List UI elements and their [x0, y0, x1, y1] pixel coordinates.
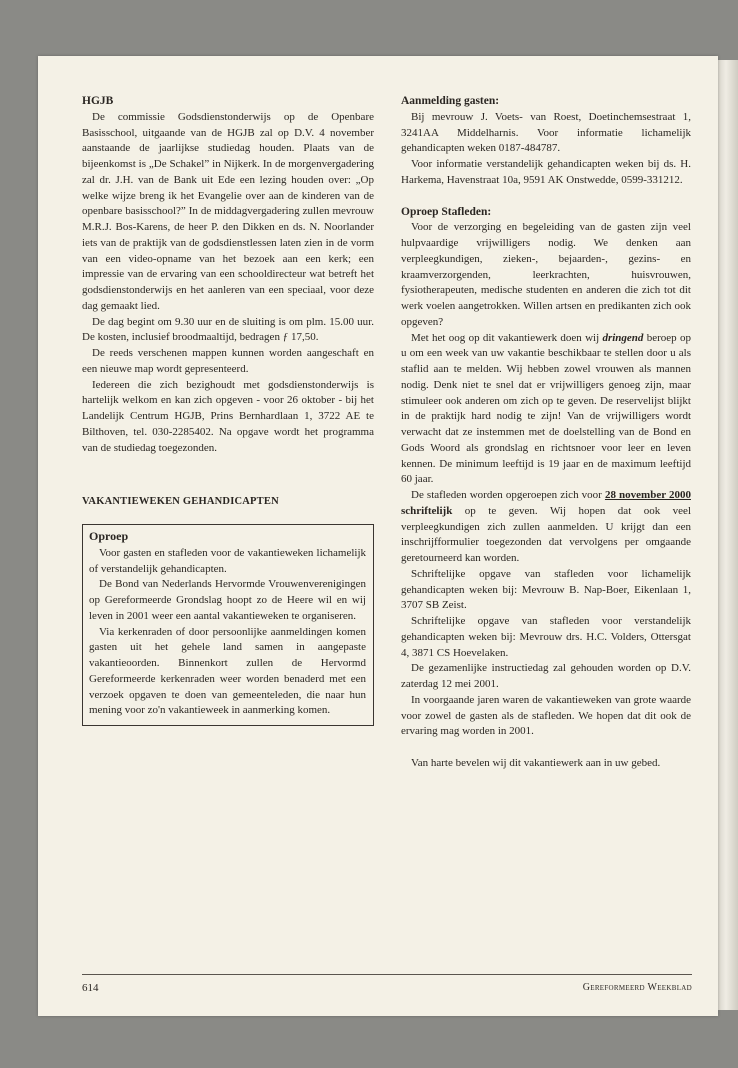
stafleden-heading: Oproep Stafleden:: [401, 205, 492, 218]
hgjb-paragraph-1: De commissie Godsdienstonderwijs op de Openbare Basisschool, uitgaande van de HGJB zal op D.V. 4 november aanstaande de jaarlijkse studiedag houden. Plaats van de bijeenkomst is „De Schakel” in Nijkerk. In de morgenvergadering zal dr. J.H. van de Bank uit Ede een lezing houden over: „Op welke wijze breng ik het Evangelie over aan de kinderen van de openbare basisschool?” In de middagvergadering zullen mevrouw M.R.J. Bos-Karens, de heer P. den Dikken en ds. N. Noorlander iets van de praktijk van de godsdienstlessen laten zien in de vorm van een video-opname van het bezoek aan een kerk; een impressie van de ervaring van een schooldirecteur wat betreft het godsdienstonderwijs en het aanleren van een speciaal, voor deze dag gemaakt lied.: [82, 110, 374, 312]
right-column: [401, 94, 691, 772]
oproep-box: [82, 524, 374, 726]
stafleden-p2-after: beroep op u om een week van uw vakantie beschikbaar te stellen door u als staflid aan te melden. Wij hebben zowel vrouwen als mannen nodig. Denk niet te snel dat er vrijwilligers genoeg zijn, maar stimuleer ook anderen om zich op te geven. De reservelijst blijkt in de praktijk hard nodig te zijn! Van de vrijwilligers wordt verwacht dat ze instemmen met de doelstelling van de Bond en Gods Woord als grondslag en richtsnoer voor leer en leven kennen. De minimum leeftijd is 19 jaar en de maximum leeftijd 60 jaar.: [401, 331, 691, 486]
oproep-paragraph-1: Voor gasten en stafleden voor de vakantieweken lichamelijk of verstandelijk gehandicapten.: [89, 546, 366, 575]
hgjb-heading: HGJB: [82, 95, 114, 107]
stafleden-p3-after: op te geven. Wij hopen dat ook veel verpleegkundigen zich zullen aanmelden. U krijgt dan een inschrijfformulier toegezonden dat vervolgens per omgaande geretourneerd kan worden.: [401, 504, 691, 564]
stafleden-paragraph-7: In voorgaande jaren waren de vakantieweken van grote waarde voor zowel de gasten als de stafleden. We hopen dat dit ook de ervaring mag worden in 2001.: [401, 693, 691, 738]
footer-rule: [82, 974, 692, 975]
publication-title: Gereformeerd Weekblad: [582, 982, 692, 993]
stafleden-p2-before: Met het oog op dit vakantiewerk doen wij: [411, 331, 603, 344]
stafleden-paragraph-5: Schriftelijke opgave van stafleden voor verstandelijk gehandicapten weken bij: Mevrouw drs. H.C. Volders, Ottersgat 4, 3871 CS Hoevelaken.: [401, 615, 691, 659]
stafleden-p3-before: De stafleden worden opgeroepen zich voor: [411, 489, 605, 501]
schriftelijk-emphasis: schriftelijk: [401, 504, 453, 517]
aanmelding-paragraph-1: Bij mevrouw J. Voets- van Roest, Doetinchemsestraat 1, 3241AA Middelharnis. Voor informatie lichamelijk gehandicapten weken 0187-484787.: [401, 110, 691, 155]
oproep-heading: Oproep: [89, 529, 129, 543]
left-column: [82, 94, 374, 726]
closing-paragraph: Van harte bevelen wij dit vakantiewerk aan in uw gebed.: [411, 757, 661, 769]
deadline-date: 28 november 2000: [604, 489, 691, 501]
stafleden-paragraph-1: Voor de verzorging en begeleiding van de gasten zijn veel hulpvaardige vrijwilligers nodig. We denken aan verpleegkundigen, zieken-, bejaarden-, gezins- en kraamverzorgenden, leerkrachten, huisvrouwen, fysiotherapeuten, medische studenten en anderen die zich tot dit werk voelen aangetrokken. Willen artsen en predikanten zich ook opgeven?: [401, 221, 691, 328]
dringend-emphasis: dringend: [602, 331, 644, 344]
page-number: 614: [82, 982, 99, 994]
stafleden-paragraph-6: De gezamenlijke instructiedag zal gehouden worden op D.V. zaterdag 12 mei 2001.: [401, 662, 691, 690]
hgjb-paragraph-3: De reeds verschenen mappen kunnen worden aangeschaft en een nieuwe map wordt gepresenteerd.: [82, 347, 374, 375]
oproep-paragraph-3: Via kerkenraden of door persoonlijke aanmeldingen komen gasten uit het gehele land samen in aangepaste vakantieoorden. Binnenkort zullen de Hervormd Gereformeerde kerkenraden weer worden benaderd met een verzoek opgaven te doen van gemeenteleden, die naar hun mening voor zo'n vakantieweek in aanmerking komen.: [89, 625, 366, 717]
stafleden-paragraph-4: Schriftelijke opgave van stafleden voor lichamelijk gehandicapten weken bij: Mevrouw B. Nap-Boer, Eikenlaan 1, 3707 SB Zeist.: [401, 567, 691, 612]
magazine-page: [38, 56, 718, 1016]
aanmelding-heading: Aanmelding gasten:: [401, 95, 500, 107]
hgjb-paragraph-4: Iedereen die zich bezighoudt met godsdienstonderwijs is hartelijk welkom en kan zich opgeven - voor 26 oktober - bij het Landelijk Centrum HGJB, Prins Bernhardlaan 1, 3722 AE te Bilthoven, tel. 030-2285402. Na opgave wordt het programma van de studiedag toegezonden.: [82, 378, 374, 454]
oproep-paragraph-2: De Bond van Nederlands Hervormde Vrouwenverenigingen op Gereformeerde Grondslag hoopt zo de Heere wil en wij leven in 2001 weer een aantal vakantieweken te organiseren.: [89, 578, 366, 622]
hgjb-paragraph-2: De dag begint om 9.30 uur en de sluiting is om plm. 15.00 uur. De kosten, inclusief broodmaaltijd, bedragen ƒ 17,50.: [82, 315, 374, 344]
aanmelding-paragraph-2: Voor informatie verstandelijk gehandicapten weken bij ds. H. Harkema, Havenstraat 10a, 9591 AK Onstwedde, 0599-331212.: [401, 158, 691, 186]
page-edge: [718, 60, 738, 1010]
stafleden-paragraph-2: [401, 331, 691, 489]
vakantieweken-heading: VAKANTIEWEKEN GEHANDICAPTEN: [82, 496, 279, 508]
stafleden-paragraph-3: [401, 488, 691, 567]
